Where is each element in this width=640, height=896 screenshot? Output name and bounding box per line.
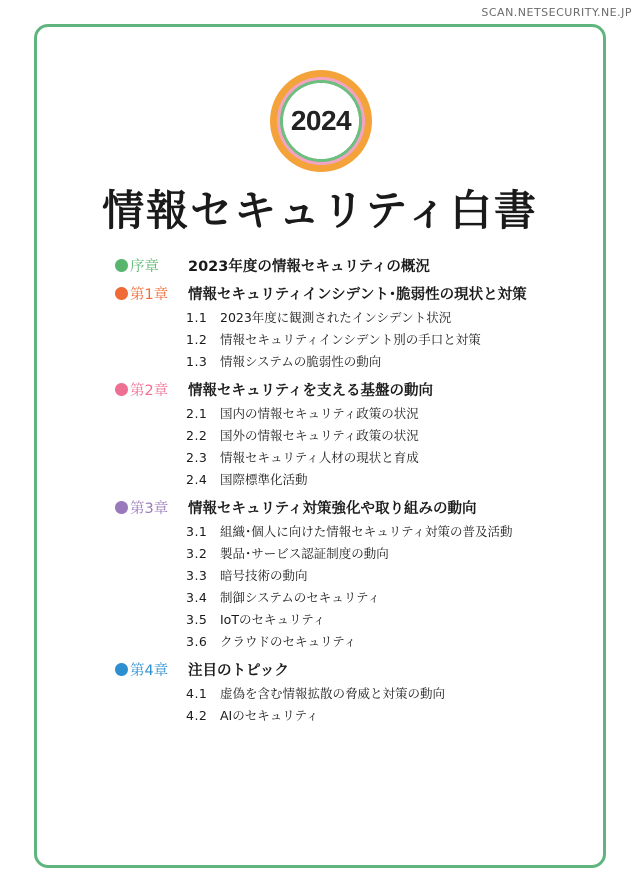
site-watermark: SCAN.NETSECURITY.NE.JP xyxy=(481,6,632,19)
section-title: 情報システムの脆弱性の動向 xyxy=(220,354,382,369)
section-number: 2.3 xyxy=(186,449,208,465)
chapter-label: 第1章 xyxy=(130,286,169,303)
section-number: 3.6 xyxy=(186,633,208,649)
year-badge xyxy=(270,70,372,172)
toc-section xyxy=(186,328,585,350)
bullet-dot-icon xyxy=(115,663,128,676)
chapter-label: 第4章 xyxy=(130,662,169,679)
section-number: 1.2 xyxy=(186,331,208,347)
chapter-1 xyxy=(115,282,585,304)
chapter-title: 情報セキュリティ対策強化や取り組みの動向 xyxy=(188,500,477,517)
section-title: 暗号技術の動向 xyxy=(220,568,308,583)
section-title: 情報セキュリティ人材の現状と育成 xyxy=(220,450,419,465)
bullet-dot-icon xyxy=(115,259,128,272)
section-title: クラウドのセキュリティ xyxy=(220,634,357,649)
toc-section xyxy=(186,468,585,490)
chapter-title: 2023年度の情報セキュリティの概況 xyxy=(188,258,430,275)
year-label: 2024 xyxy=(290,105,352,136)
toc-section xyxy=(186,520,585,542)
section-title: IoTのセキュリティ xyxy=(220,612,326,627)
chapter-label: 第3章 xyxy=(130,500,169,517)
chapter-title: 注目のトピック xyxy=(188,662,289,679)
section-title: 制御システムのセキュリティ xyxy=(220,590,381,605)
section-title: 製品･サービス認証制度の動向 xyxy=(220,546,389,561)
bullet-dot-icon xyxy=(115,501,128,514)
section-number: 3.3 xyxy=(186,567,208,583)
chapter-1-sections xyxy=(186,306,585,372)
chapter-4 xyxy=(115,658,585,680)
toc-section xyxy=(186,608,585,630)
section-title: 虚偽を含む情報拡散の脅威と対策の動向 xyxy=(220,686,446,701)
toc-section xyxy=(186,446,585,468)
chapter-3-sections xyxy=(186,520,585,652)
toc-section xyxy=(186,402,585,424)
section-number: 1.1 xyxy=(186,309,208,325)
section-number: 2.1 xyxy=(186,405,208,421)
toc-section xyxy=(186,630,585,652)
section-number: 4.1 xyxy=(186,685,208,701)
section-title: 2023年度に観測されたインシデント状況 xyxy=(220,310,452,325)
section-title: 組織･個人に向けた情報セキュリティ対策の普及活動 xyxy=(220,524,513,539)
section-number: 3.4 xyxy=(186,589,208,605)
page-title: 情報セキュリティ白書 xyxy=(102,186,538,235)
toc-section xyxy=(186,586,585,608)
chapter-title: 情報セキュリティを支える基盤の動向 xyxy=(188,382,434,399)
section-number: 3.1 xyxy=(186,523,208,539)
chapter-title: 情報セキュリティインシデント･脆弱性の現状と対策 xyxy=(188,286,527,303)
chapter-3 xyxy=(115,496,585,518)
toc-section xyxy=(186,424,585,446)
section-number: 3.5 xyxy=(186,611,208,627)
section-title: 国内の情報セキュリティ政策の状況 xyxy=(220,406,419,421)
section-number: 4.2 xyxy=(186,707,208,723)
section-title: 情報セキュリティインシデント別の手口と対策 xyxy=(220,332,481,347)
section-title: AIのセキュリティ xyxy=(220,708,319,723)
toc-section xyxy=(186,682,585,704)
chapter-4-sections xyxy=(186,682,585,726)
bullet-dot-icon xyxy=(115,383,128,396)
chapter-prologue xyxy=(115,254,585,276)
section-title: 国際標準化活動 xyxy=(220,472,308,487)
section-number: 2.4 xyxy=(186,471,208,487)
chapter-label: 序章 xyxy=(130,258,159,275)
chapter-label: 第2章 xyxy=(130,382,169,399)
section-number: 3.2 xyxy=(186,545,208,561)
table-of-contents xyxy=(115,254,585,732)
section-title: 国外の情報セキュリティ政策の状況 xyxy=(220,428,419,443)
toc-section xyxy=(186,704,585,726)
toc-section xyxy=(186,564,585,586)
section-number: 2.2 xyxy=(186,427,208,443)
bullet-dot-icon xyxy=(115,287,128,300)
chapter-2 xyxy=(115,378,585,400)
toc-section xyxy=(186,306,585,328)
toc-section xyxy=(186,542,585,564)
section-number: 1.3 xyxy=(186,353,208,369)
chapter-2-sections xyxy=(186,402,585,490)
toc-section xyxy=(186,350,585,372)
